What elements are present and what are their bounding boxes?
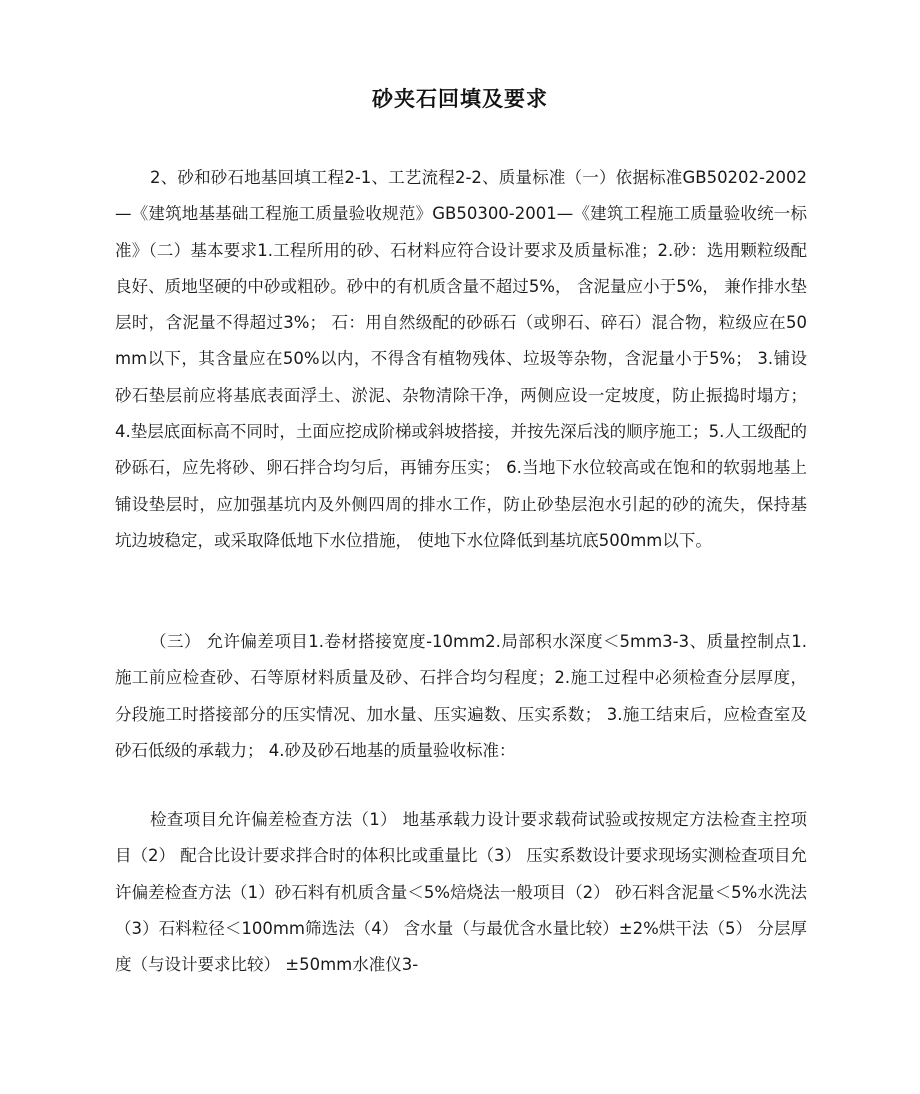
document-title: 砂夹石回填及要求: [372, 87, 548, 111]
paragraph-requirements: 2、砂和砂石地基回填工程2-1、工艺流程2-2、质量标准（一）依据标准GB50202-2002—《建筑地基基础工程施工质量验收规范》GB50300-2001—《建筑工程施工质量验收统一标准》（二）基本要求1.工程所用的砂、石材料应符合设计要求及质量标准；2.砂：选用颗粒级配良好、质地坚硬的中砂或粗砂。砂中的有机质含量不超过5%， 含泥量应小于5%， 兼作排水垫层时，含泥量不得超过3%； 石：用自然级配的砂砾石（或卵石、碎石）混合物，粒级应在50mm以下，其含量应在50%以内，不得含有植物残体、垃圾等杂物，含泥量小于5%； 3.铺设砂石垫层前应将基底表面浮土、淤泥、杂物清除干净，两侧应设一定坡度，防止振捣时塌方；4.垫层底面标高不同时，土面应挖成阶梯或斜坡搭接，并按先深后浅的顺序施工；5.人工级配的砂砾石，应先将砂、卵石拌合均匀后，再铺夯压实； 6.当地下水位较高或在饱和的软弱地基上铺设垫层时，应加强基坑内及外侧四周的排水工作，防止砂垫层泡水引起的砂的流失，保持基坑边坡稳定，或采取降低地下水位措施， 使地下水位降低到基坑底500mm以下。: [115, 168, 807, 550]
paragraph-inspection-items: 检查项目允许偏差检查方法（1） 地基承载力设计要求载荷试验或按规定方法检查主控项目（2） 配合比设计要求拌合时的体积比或重量比（3） 压实系数设计要求现场实测检查项目允许偏差检查方法（1）砂石料有机质含量＜5%焙烧法一般项目（2） 砂石料含泥量＜5%水洗法（3）石料粒径＜100mm筛选法（4） 含水量（与最优含水量比较）±2%烘干法（5） 分层厚度（与设计要求比较） ±50mm水准仪3-: [115, 810, 807, 975]
paragraph-quality-control: （三） 允许偏差项目1.卷材搭接宽度-10mm2.局部积水深度＜5mm3-3、质量控制点1.施工前应检查砂、石等原材料质量及砂、石拌合均匀程度；2.施工过程中必须检查分层厚度，分段施工时搭接部分的压实情况、加水量、压实遍数、压实系数； 3.施工结束后，应检查室及砂石低级的承载力； 4.砂及砂石地基的质量验收标准：: [115, 632, 807, 760]
